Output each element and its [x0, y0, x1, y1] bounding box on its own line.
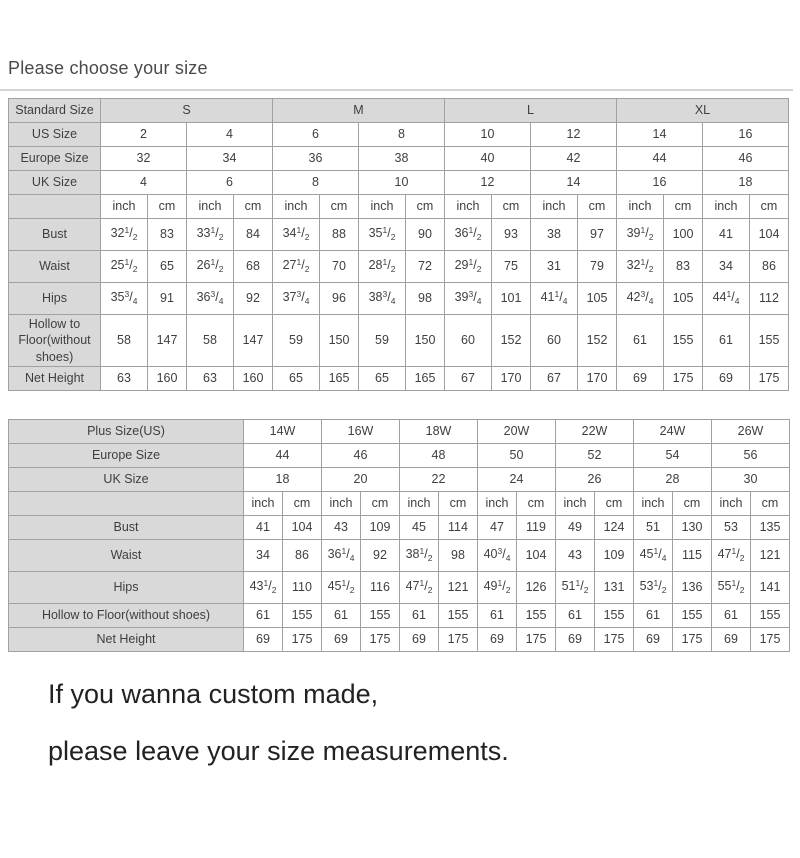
measure-cell: 34: [703, 251, 750, 283]
measure-cell: 124: [595, 515, 634, 539]
measure-cell: $37^3/_4$: [273, 283, 320, 315]
row-label: Net Height: [9, 366, 101, 390]
measure-cell: 86: [283, 539, 322, 571]
measure-cell: 104: [750, 219, 789, 251]
measure-cell: 155: [751, 603, 790, 627]
measure-cell: $25^1/_2$: [101, 251, 148, 283]
unit-cell: cm: [406, 195, 445, 219]
measure-cell: 175: [664, 366, 703, 390]
plus-size-table: [8, 419, 790, 652]
row-label: Europe Size: [9, 147, 101, 171]
measure-cell: 84: [234, 219, 273, 251]
measure-cell: 45: [400, 515, 439, 539]
measure-cell: $39^3/_4$: [445, 283, 492, 315]
measure-cell: 165: [320, 366, 359, 390]
measure-cell: 97: [578, 219, 617, 251]
measure-cell: $55^1/_2$: [712, 571, 751, 603]
measure-cell: 79: [578, 251, 617, 283]
size-cell: 46: [703, 147, 789, 171]
measure-cell: 91: [148, 283, 187, 315]
measure-cell: 47: [478, 515, 517, 539]
row-label: Hollow to Floor(without shoes): [9, 315, 101, 367]
standard-size-table-body: [9, 99, 789, 391]
measure-cell: 101: [492, 283, 531, 315]
measure-cell: $28^1/_2$: [359, 251, 406, 283]
measure-cell: 31: [531, 251, 578, 283]
unit-cell: cm: [595, 491, 634, 515]
row-label: Waist: [9, 539, 244, 571]
measure-cell: 155: [673, 603, 712, 627]
size-cell: L: [445, 99, 617, 123]
measure-cell: $45^1/_4$: [634, 539, 673, 571]
measure-cell: 175: [517, 627, 556, 651]
size-cell: 16W: [322, 419, 400, 443]
size-cell: 22W: [556, 419, 634, 443]
size-cell: 18: [244, 467, 322, 491]
size-cell: 36: [273, 147, 359, 171]
page-title: Please choose your size: [8, 58, 208, 78]
measure-cell: 150: [320, 315, 359, 367]
size-cell: 4: [187, 123, 273, 147]
measure-cell: 65: [148, 251, 187, 283]
measure-cell: $29^1/_2$: [445, 251, 492, 283]
measure-cell: 61: [617, 315, 664, 367]
size-cell: 8: [359, 123, 445, 147]
custom-note-line-2: please leave your size measurements.: [48, 736, 509, 767]
unit-cell: cm: [320, 195, 359, 219]
size-cell: 14: [531, 171, 617, 195]
measure-cell: 59: [359, 315, 406, 367]
divider: [0, 89, 793, 91]
measure-cell: 115: [673, 539, 712, 571]
measure-cell: 96: [320, 283, 359, 315]
measure-cell: 88: [320, 219, 359, 251]
measure-cell: 170: [492, 366, 531, 390]
measure-cell: 175: [439, 627, 478, 651]
measure-cell: $42^3/_4$: [617, 283, 664, 315]
measure-cell: 69: [556, 627, 595, 651]
measure-cell: 67: [531, 366, 578, 390]
measure-cell: 65: [359, 366, 406, 390]
row-label: Hollow to Floor(without shoes): [9, 603, 244, 627]
size-cell: 24W: [634, 419, 712, 443]
unit-cell: cm: [361, 491, 400, 515]
unit-cell: cm: [234, 195, 273, 219]
measure-cell: $32^1/_2$: [101, 219, 148, 251]
size-cell: 16: [617, 171, 703, 195]
row-label: UK Size: [9, 171, 101, 195]
unit-cell: cm: [664, 195, 703, 219]
measure-cell: $44^1/_4$: [703, 283, 750, 315]
measure-cell: 119: [517, 515, 556, 539]
measure-cell: 105: [664, 283, 703, 315]
unit-cell: inch: [556, 491, 595, 515]
measure-cell: $40^3/_4$: [478, 539, 517, 571]
measure-row: [9, 283, 789, 315]
measure-cell: 61: [556, 603, 595, 627]
measure-cell: $47^1/_2$: [400, 571, 439, 603]
plus-size-table-body: [9, 419, 790, 651]
size-cell: 18: [703, 171, 789, 195]
measure-cell: 155: [283, 603, 322, 627]
standard-size-table: [8, 98, 789, 391]
measure-cell: 61: [244, 603, 283, 627]
measure-cell: 58: [187, 315, 234, 367]
measure-cell: 69: [703, 366, 750, 390]
row-label: [9, 491, 244, 515]
measure-cell: 69: [617, 366, 664, 390]
measure-cell: $38^3/_4$: [359, 283, 406, 315]
measure-cell: $45^1/_2$: [322, 571, 361, 603]
row-label: Bust: [9, 515, 244, 539]
measure-cell: 53: [712, 515, 751, 539]
size-cell: 56: [712, 443, 790, 467]
row-label: Europe Size: [9, 443, 244, 467]
size-cell: 18W: [400, 419, 478, 443]
measure-cell: 155: [595, 603, 634, 627]
measure-cell: 69: [244, 627, 283, 651]
size-row: [9, 171, 789, 195]
measure-cell: 69: [478, 627, 517, 651]
measure-cell: 61: [634, 603, 673, 627]
measure-cell: $38^1/_2$: [400, 539, 439, 571]
size-cell: 12: [531, 123, 617, 147]
measure-cell: $34^1/_2$: [273, 219, 320, 251]
measure-cell: 112: [750, 283, 789, 315]
measure-cell: 63: [101, 366, 148, 390]
measure-cell: 147: [148, 315, 187, 367]
measure-cell: 130: [673, 515, 712, 539]
size-cell: 48: [400, 443, 478, 467]
unit-cell: cm: [492, 195, 531, 219]
measure-cell: 67: [445, 366, 492, 390]
measure-cell: $36^1/_2$: [445, 219, 492, 251]
unit-cell: inch: [400, 491, 439, 515]
measure-cell: 121: [439, 571, 478, 603]
measure-cell: 61: [703, 315, 750, 367]
size-cell: 52: [556, 443, 634, 467]
row-label: Standard Size: [9, 99, 101, 123]
measure-cell: 49: [556, 515, 595, 539]
size-cell: 4: [101, 171, 187, 195]
measure-cell: 69: [322, 627, 361, 651]
unit-cell: cm: [439, 491, 478, 515]
size-cell: 20: [322, 467, 400, 491]
unit-row: [9, 195, 789, 219]
unit-cell: cm: [148, 195, 187, 219]
size-cell: 16: [703, 123, 789, 147]
unit-cell: inch: [101, 195, 148, 219]
measure-cell: 152: [578, 315, 617, 367]
measure-cell: $32^1/_2$: [617, 251, 664, 283]
unit-row: [9, 491, 790, 515]
size-row: [9, 467, 790, 491]
measure-cell: $43^1/_2$: [244, 571, 283, 603]
unit-cell: inch: [244, 491, 283, 515]
size-cell: 34: [187, 147, 273, 171]
measure-row: [9, 515, 790, 539]
row-label: Net Height: [9, 627, 244, 651]
unit-cell: inch: [531, 195, 578, 219]
size-cell: 54: [634, 443, 712, 467]
measure-cell: $51^1/_2$: [556, 571, 595, 603]
size-cell: 22: [400, 467, 478, 491]
measure-cell: 70: [320, 251, 359, 283]
size-cell: 6: [273, 123, 359, 147]
size-cell: 30: [712, 467, 790, 491]
size-cell: 42: [531, 147, 617, 171]
size-row: [9, 147, 789, 171]
measure-cell: 60: [445, 315, 492, 367]
measure-cell: 175: [595, 627, 634, 651]
measure-cell: 165: [406, 366, 445, 390]
size-cell: 40: [445, 147, 531, 171]
measure-cell: $27^1/_2$: [273, 251, 320, 283]
measure-cell: 92: [234, 283, 273, 315]
unit-cell: inch: [359, 195, 406, 219]
size-row: [9, 443, 790, 467]
measure-cell: $36^1/_4$: [322, 539, 361, 571]
measure-cell: 83: [148, 219, 187, 251]
measure-cell: 86: [750, 251, 789, 283]
unit-cell: inch: [703, 195, 750, 219]
row-label: Bust: [9, 219, 101, 251]
measure-cell: 51: [634, 515, 673, 539]
measure-cell: 104: [517, 539, 556, 571]
unit-cell: cm: [578, 195, 617, 219]
measure-cell: 155: [664, 315, 703, 367]
measure-row: [9, 571, 790, 603]
size-cell: 20W: [478, 419, 556, 443]
measure-cell: 175: [361, 627, 400, 651]
measure-cell: 155: [439, 603, 478, 627]
size-cell: 50: [478, 443, 556, 467]
unit-cell: inch: [322, 491, 361, 515]
measure-cell: 69: [400, 627, 439, 651]
measure-cell: 135: [751, 515, 790, 539]
size-cell: 44: [617, 147, 703, 171]
size-cell: S: [101, 99, 273, 123]
unit-cell: inch: [445, 195, 492, 219]
size-cell: M: [273, 99, 445, 123]
row-label: US Size: [9, 123, 101, 147]
size-cell: 12: [445, 171, 531, 195]
measure-cell: 155: [750, 315, 789, 367]
measure-cell: 65: [273, 366, 320, 390]
size-row: [9, 123, 789, 147]
measure-row: [9, 251, 789, 283]
size-cell: 24: [478, 467, 556, 491]
measure-cell: $53^1/_2$: [634, 571, 673, 603]
measure-cell: 61: [322, 603, 361, 627]
unit-cell: inch: [634, 491, 673, 515]
size-cell: 10: [359, 171, 445, 195]
measure-cell: 114: [439, 515, 478, 539]
unit-cell: inch: [187, 195, 234, 219]
measure-cell: $35^3/_4$: [101, 283, 148, 315]
measure-cell: 98: [406, 283, 445, 315]
measure-cell: 61: [478, 603, 517, 627]
size-cell: 44: [244, 443, 322, 467]
measure-cell: 136: [673, 571, 712, 603]
measure-cell: 175: [751, 627, 790, 651]
measure-cell: 160: [148, 366, 187, 390]
unit-cell: cm: [283, 491, 322, 515]
measure-cell: $41^1/_4$: [531, 283, 578, 315]
measure-cell: 61: [712, 603, 751, 627]
size-cell: 14: [617, 123, 703, 147]
size-cell: 26: [556, 467, 634, 491]
size-cell: 8: [273, 171, 359, 195]
measure-cell: $47^1/_2$: [712, 539, 751, 571]
measure-cell: $33^1/_2$: [187, 219, 234, 251]
custom-note-line-1: If you wanna custom made,: [48, 678, 379, 709]
measure-cell: 109: [361, 515, 400, 539]
measure-cell: $35^1/_2$: [359, 219, 406, 251]
measure-cell: 60: [531, 315, 578, 367]
measure-cell: $39^1/_2$: [617, 219, 664, 251]
measure-cell: 38: [531, 219, 578, 251]
measure-cell: 126: [517, 571, 556, 603]
size-row: [9, 419, 790, 443]
measure-row: [9, 603, 790, 627]
measure-row: [9, 219, 789, 251]
measure-cell: 100: [664, 219, 703, 251]
size-cell: 26W: [712, 419, 790, 443]
measure-cell: 43: [556, 539, 595, 571]
size-cell: 14W: [244, 419, 322, 443]
unit-cell: inch: [478, 491, 517, 515]
unit-cell: cm: [751, 491, 790, 515]
measure-row: [9, 539, 790, 571]
measure-cell: 116: [361, 571, 400, 603]
measure-cell: 131: [595, 571, 634, 603]
measure-cell: 147: [234, 315, 273, 367]
size-cell: 38: [359, 147, 445, 171]
measure-cell: 83: [664, 251, 703, 283]
measure-row: [9, 366, 789, 390]
size-cell: 28: [634, 467, 712, 491]
measure-cell: 175: [283, 627, 322, 651]
size-cell: 10: [445, 123, 531, 147]
measure-cell: 41: [244, 515, 283, 539]
unit-cell: cm: [673, 491, 712, 515]
measure-cell: $49^1/_2$: [478, 571, 517, 603]
row-label: Waist: [9, 251, 101, 283]
measure-cell: 170: [578, 366, 617, 390]
measure-cell: 59: [273, 315, 320, 367]
measure-cell: 121: [751, 539, 790, 571]
measure-cell: 92: [361, 539, 400, 571]
measure-cell: 104: [283, 515, 322, 539]
measure-cell: 152: [492, 315, 531, 367]
measure-cell: 105: [578, 283, 617, 315]
measure-cell: 69: [634, 627, 673, 651]
unit-cell: inch: [273, 195, 320, 219]
size-cell: XL: [617, 99, 789, 123]
measure-cell: 155: [361, 603, 400, 627]
measure-cell: 160: [234, 366, 273, 390]
row-label: Hips: [9, 283, 101, 315]
size-cell: 2: [101, 123, 187, 147]
unit-cell: cm: [517, 491, 556, 515]
measure-cell: 34: [244, 539, 283, 571]
measure-cell: 69: [712, 627, 751, 651]
measure-cell: 75: [492, 251, 531, 283]
measure-cell: 61: [400, 603, 439, 627]
measure-cell: 63: [187, 366, 234, 390]
measure-cell: 72: [406, 251, 445, 283]
size-row: [9, 99, 789, 123]
measure-cell: 90: [406, 219, 445, 251]
size-cell: 6: [187, 171, 273, 195]
unit-cell: inch: [617, 195, 664, 219]
measure-cell: 58: [101, 315, 148, 367]
row-label: [9, 195, 101, 219]
measure-cell: $36^3/_4$: [187, 283, 234, 315]
row-label: UK Size: [9, 467, 244, 491]
measure-row: [9, 627, 790, 651]
measure-row: [9, 315, 789, 367]
measure-cell: 43: [322, 515, 361, 539]
measure-cell: 68: [234, 251, 273, 283]
measure-cell: 155: [517, 603, 556, 627]
measure-cell: 98: [439, 539, 478, 571]
measure-cell: 110: [283, 571, 322, 603]
measure-cell: 175: [750, 366, 789, 390]
measure-cell: 109: [595, 539, 634, 571]
measure-cell: $26^1/_2$: [187, 251, 234, 283]
measure-cell: 93: [492, 219, 531, 251]
size-cell: 46: [322, 443, 400, 467]
measure-cell: 41: [703, 219, 750, 251]
row-label: Hips: [9, 571, 244, 603]
measure-cell: 141: [751, 571, 790, 603]
unit-cell: inch: [712, 491, 751, 515]
measure-cell: 150: [406, 315, 445, 367]
measure-cell: 175: [673, 627, 712, 651]
row-label: Plus Size(US): [9, 419, 244, 443]
unit-cell: cm: [750, 195, 789, 219]
size-cell: 32: [101, 147, 187, 171]
